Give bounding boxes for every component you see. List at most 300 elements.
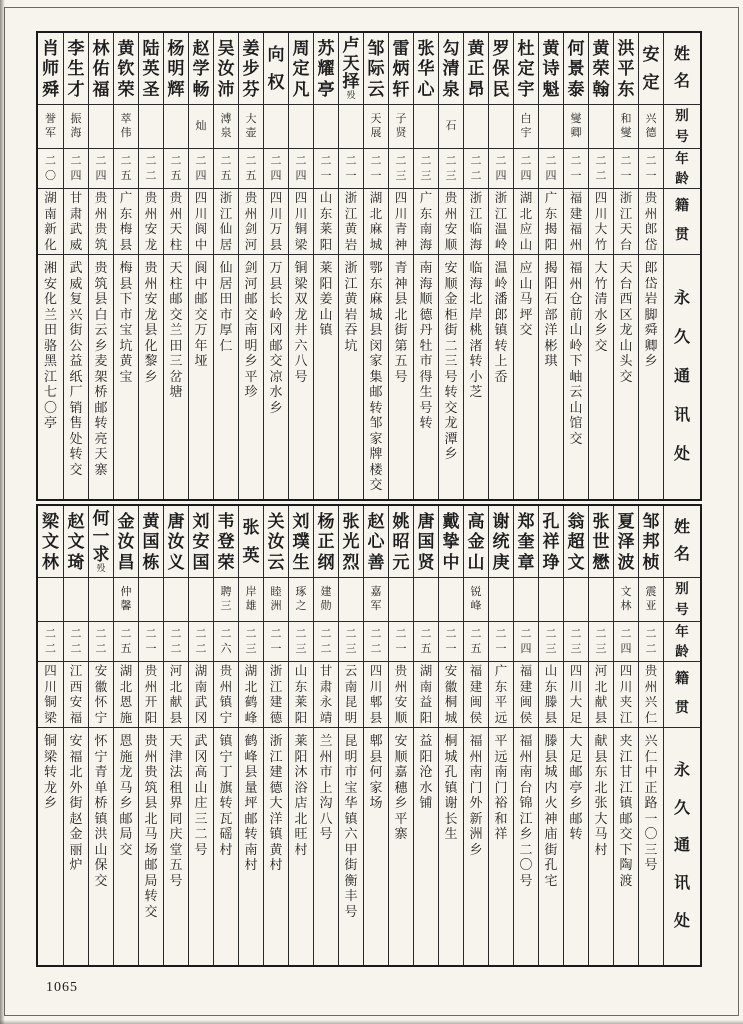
- person-address: 莱 阳 姜 山 镇: [319, 260, 333, 337]
- person-age: 二 一: [639, 149, 663, 189]
- person-column: [538, 33, 563, 499]
- person-address: 贵 筑 县 白 云 乡 麦 架 桥 邮 转 亮 天 寨: [94, 260, 108, 477]
- person-alias: [539, 105, 563, 149]
- person-alias: 建 勋: [314, 578, 338, 622]
- person-age: 二 二: [64, 622, 88, 662]
- person-alias: 仲 馨: [114, 578, 138, 622]
- person-name: 黄 荣 翰: [589, 33, 613, 105]
- person-native-place: 贵 州 安 龙: [139, 189, 163, 255]
- person-column: [563, 33, 588, 499]
- person-alias: 嘉 军: [364, 578, 388, 622]
- column-header-age: 年 龄: [664, 149, 700, 189]
- person-name: 高 金 山: [464, 506, 488, 578]
- person-name: 苏 耀 亭: [314, 33, 338, 105]
- person-age: 二 一: [439, 622, 463, 662]
- person-native-place: 浙 江 黄 岩: [339, 189, 363, 255]
- person-column: [163, 33, 188, 499]
- person-address: 梅 县 下 市 宝 坑 黄 宝: [119, 260, 133, 384]
- person-name: 肖 师 舜: [38, 33, 63, 105]
- person-native-place: 江 西 安 福: [64, 662, 88, 728]
- person-age: 二 三: [414, 149, 438, 189]
- person-column: [513, 33, 538, 499]
- person-name: 李 生 才: [64, 33, 88, 105]
- person-native-place: 四 川 万 县: [264, 189, 288, 255]
- person-age: 二 四: [189, 149, 213, 189]
- person-column: [213, 33, 238, 499]
- person-column: [238, 33, 263, 499]
- person-age: 二 一: [339, 149, 363, 189]
- person-age: 二 四: [489, 149, 513, 189]
- person-name: 林 佑 福: [89, 33, 113, 105]
- person-column: [488, 506, 513, 965]
- person-address: 献 县 东 北 张 大 马 村: [594, 733, 608, 857]
- person-age: 二 四: [514, 622, 538, 662]
- column-header-name: 姓 名: [664, 33, 700, 105]
- person-native-place: 贵 州 镇 宁: [214, 662, 238, 728]
- person-alias: 睦 洲: [264, 578, 288, 622]
- person-native-place: 甘 肃 永 靖: [314, 662, 338, 728]
- person-name: 邹 邦 桢: [639, 506, 663, 578]
- person-native-place: 甘 肃 武 威: [64, 189, 88, 255]
- person-native-place: 湖 北 应 山: [514, 189, 538, 255]
- person-alias: 锐 峰: [464, 578, 488, 622]
- person-name: 唐 国 贤: [414, 506, 438, 578]
- person-address: 青 神 县 北 街 第 五 号: [394, 260, 408, 384]
- person-age: 二 〇: [38, 149, 63, 189]
- person-alias: 天 展: [364, 105, 388, 149]
- person-age: 二 二: [189, 622, 213, 662]
- person-address: 剑 河 邮 交 南 明 乡 平 珍: [244, 260, 258, 399]
- person-native-place: 湖 北 鹤 峰: [239, 662, 263, 728]
- person-address: 安 福 北 外 街 赵 金 丽 炉: [69, 733, 83, 872]
- person-age: 二 四: [89, 149, 113, 189]
- person-address: 湘 安 化 兰 田 骆 黑 江 七 〇 亭: [43, 260, 57, 430]
- column-header-age: 年 龄: [664, 622, 700, 662]
- person-native-place: 福 建 福 州: [564, 189, 588, 255]
- person-name: 刘 璞 生: [289, 506, 313, 578]
- person-age: 二 五: [464, 622, 488, 662]
- person-column: [488, 33, 513, 499]
- person-name: 吴 汝 沛: [214, 33, 238, 105]
- person-address: 仙 居 田 市 厚 仁: [219, 260, 233, 353]
- person-alias: 聘 三: [214, 578, 238, 622]
- person-address: 鹤 峰 县 量 坪 邮 转 南 村: [244, 733, 258, 872]
- person-address: 益 阳 沧 水 铺: [419, 733, 433, 810]
- person-age: 二 二: [89, 622, 113, 662]
- person-native-place: 四 川 阆 中: [189, 189, 213, 255]
- scan-edge-shadow-bottom: [0, 1020, 743, 1024]
- person-native-place: 河 北 献 县: [589, 662, 613, 728]
- person-age: 二 二: [314, 622, 338, 662]
- person-age: 二 五: [239, 149, 263, 189]
- person-address: 桐 城 孔 镇 谢 长 生: [444, 733, 458, 841]
- person-alias: 燮 卿: [564, 105, 588, 149]
- person-name: 金 汝 昌: [114, 506, 138, 578]
- person-name: 张 世 懋: [589, 506, 613, 578]
- person-age: 二 五: [164, 149, 188, 189]
- person-name: 周 定 凡: [289, 33, 313, 105]
- person-address: 滕 县 城 内 火 神 庙 街 孔 宅: [544, 733, 558, 888]
- person-alias: [139, 578, 163, 622]
- person-name: 安 定: [639, 33, 663, 105]
- person-column: [388, 33, 413, 499]
- person-address: 兰 州 市 上 沟 八 号: [319, 733, 333, 841]
- column-header-native-place: 籍 贯: [664, 662, 700, 728]
- page-number: 1065: [46, 980, 78, 995]
- person-age: 二 一: [264, 622, 288, 662]
- person-age: 二 三: [589, 622, 613, 662]
- person-name: 罗 保 民: [489, 33, 513, 105]
- row-header-column: [663, 506, 700, 965]
- directory-table-top: [36, 31, 702, 501]
- person-alias: 萃 伟: [114, 105, 138, 149]
- person-name: 孔 祥 琤: [539, 506, 563, 578]
- person-alias: [489, 105, 513, 149]
- person-column: [513, 506, 538, 965]
- person-column: [63, 506, 88, 965]
- person-address: 天 柱 邮 交 兰 田 三 岔 塘: [169, 260, 183, 399]
- person-column: [238, 506, 263, 965]
- person-age: 二 四: [289, 149, 313, 189]
- person-name: 洪 平 东: [614, 33, 638, 105]
- person-name: 杨 正 纲: [314, 506, 338, 578]
- person-alias: [439, 578, 463, 622]
- person-address: 福 州 南 门 外 新 洲 乡: [469, 733, 483, 857]
- person-name: 张 华 心: [414, 33, 438, 105]
- person-alias: [339, 578, 363, 622]
- person-name: 黄 钦 荣: [114, 33, 138, 105]
- person-column: [88, 33, 113, 499]
- person-native-place: 湖 北 麻 城: [364, 189, 388, 255]
- person-address: 贵 州 贵 筑 县 北 马 场 邮 局 转 交: [144, 733, 158, 919]
- person-column: [338, 506, 363, 965]
- person-native-place: 福 建 闽 侯: [514, 662, 538, 728]
- person-address: 贵 州 安 龙 县 化 黎 乡: [144, 260, 158, 384]
- person-column: [138, 506, 163, 965]
- person-alias: 誉 军: [38, 105, 63, 149]
- person-age: 二 五: [114, 622, 138, 662]
- column-header-native-place: 籍 贯: [664, 189, 700, 255]
- person-native-place: 山 东 滕 县: [539, 662, 563, 728]
- person-address: 郫 县 何 家 场: [369, 733, 383, 810]
- person-column: [638, 33, 663, 499]
- person-alias: [539, 578, 563, 622]
- person-column: [613, 506, 638, 965]
- person-name: 陆 英 圣: [139, 33, 163, 105]
- person-age: 二 一: [489, 622, 513, 662]
- person-age: 二 二: [164, 622, 188, 662]
- person-name: 杜 定 宇: [514, 33, 538, 105]
- person-name: 夏 泽 波: [614, 506, 638, 578]
- person-address: 铜 梁 双 龙 井 六 八 号: [294, 260, 308, 384]
- person-name: 韦 登 荣: [214, 506, 238, 578]
- person-column: [63, 33, 88, 499]
- person-column: [188, 506, 213, 965]
- person-age: 二 一: [614, 149, 638, 189]
- person-name: 郑 奎 章: [514, 506, 538, 578]
- person-native-place: 浙 江 建 德: [264, 662, 288, 728]
- person-name: 翁 超 文: [564, 506, 588, 578]
- person-alias: 子 贤: [389, 105, 413, 149]
- person-native-place: 湖 北 恩 施: [114, 662, 138, 728]
- person-age: 二 二: [464, 149, 488, 189]
- person-name: 张 英: [239, 506, 263, 578]
- person-native-place: 山 东 莱 阳: [289, 662, 313, 728]
- person-column: [313, 33, 338, 499]
- person-age: 二 三: [289, 622, 313, 662]
- person-alias: [139, 105, 163, 149]
- person-column: [288, 506, 313, 965]
- person-native-place: 湖 南 新 化: [38, 189, 63, 255]
- person-address: 武 冈 高 山 庄 三 二 号: [194, 733, 208, 857]
- person-column: [588, 33, 613, 499]
- person-address: 温 岭 潘 郎 镇 转 上 岙: [494, 260, 508, 384]
- person-native-place: 四 川 郫 县: [364, 662, 388, 728]
- person-alias: 文 林: [614, 578, 638, 622]
- person-column: [363, 506, 388, 965]
- person-column: [213, 506, 238, 965]
- person-native-place: 云 南 昆 明: [339, 662, 363, 728]
- column-header-alias: 别 号: [664, 105, 700, 149]
- person-column: [338, 33, 363, 499]
- person-column: [113, 506, 138, 965]
- person-alias: 兴 德: [639, 105, 663, 149]
- person-name: 向 权: [264, 33, 288, 105]
- person-native-place: 广 东 南 海: [414, 189, 438, 255]
- person-address: 铜 梁 转 龙 乡: [43, 733, 57, 810]
- person-native-place: 浙 江 温 岭: [489, 189, 513, 255]
- person-native-place: 贵 州 剑 河: [239, 189, 263, 255]
- person-alias: [264, 105, 288, 149]
- person-column: [38, 33, 63, 499]
- person-name: 张 光 烈: [339, 506, 363, 578]
- person-name: 戴 挚 中: [439, 506, 463, 578]
- person-age: 二 三: [389, 149, 413, 189]
- person-address: 浙 江 黄 岩 吞 坑: [344, 260, 358, 353]
- deceased-mark: 殁: [346, 90, 356, 100]
- person-native-place: 安 徽 怀 宁: [89, 662, 113, 728]
- person-address: 夹 江 甘 江 镇 邮 交 下 陶 渡: [619, 733, 633, 888]
- person-native-place: 贵 州 兴 仁: [639, 662, 663, 728]
- person-address: 福 州 南 台 锦 江 乡 二 〇 号: [519, 733, 533, 888]
- person-column: [38, 506, 63, 965]
- person-native-place: 浙 江 天 台: [614, 189, 638, 255]
- person-age: 二 一: [564, 149, 588, 189]
- person-native-place: 湖 南 武 冈: [189, 662, 213, 728]
- person-column: [363, 33, 388, 499]
- person-address: 南 海 顺 德 丹 牡 市 得 生 号 转: [419, 260, 433, 430]
- person-age: 二 二: [589, 149, 613, 189]
- person-alias: [38, 578, 63, 622]
- person-native-place: 浙 江 临 海: [464, 189, 488, 255]
- person-alias: [589, 578, 613, 622]
- person-column: [563, 506, 588, 965]
- person-column: [538, 506, 563, 965]
- person-alias: 震 亚: [639, 578, 663, 622]
- person-column: [463, 506, 488, 965]
- person-alias: [389, 578, 413, 622]
- person-address: 怀 宁 青 单 桥 镇 洪 山 保 交: [94, 733, 108, 888]
- person-name: 黄 正 昂: [464, 33, 488, 105]
- person-name: 黄 国 栋: [139, 506, 163, 578]
- person-alias: [489, 578, 513, 622]
- person-address: 万 县 长 岭 冈 邮 交 凉 水 乡: [269, 260, 283, 415]
- person-native-place: 浙 江 仙 居: [214, 189, 238, 255]
- person-name: 谢 统 庚: [489, 506, 513, 578]
- person-native-place: 湖 南 益 阳: [414, 662, 438, 728]
- person-name: 唐 汝 义: [164, 506, 188, 578]
- person-name: 杨 明 辉: [164, 33, 188, 105]
- person-column: [163, 506, 188, 965]
- person-alias: [289, 105, 313, 149]
- person-native-place: 贵 州 郎 岱: [639, 189, 663, 255]
- person-age: 二 一: [314, 149, 338, 189]
- person-alias: 灿: [189, 105, 213, 149]
- deceased-mark: 殁: [96, 563, 106, 573]
- person-address: 安 顺 嘉 穗 乡 平 寨: [394, 733, 408, 841]
- person-name: 何 一 求 殁: [89, 506, 113, 578]
- person-alias: [189, 578, 213, 622]
- person-name: 赵 学 畅: [189, 33, 213, 105]
- person-address: 天 台 西 区 龙 山 头 交: [619, 260, 633, 384]
- person-native-place: 四 川 大 竹: [589, 189, 613, 255]
- person-name: 何 景 泰: [564, 33, 588, 105]
- person-alias: [464, 105, 488, 149]
- person-address: 武 威 复 兴 街 公 益 纸 厂 销 售 处 转 交: [69, 260, 83, 477]
- person-age: 二 二: [139, 149, 163, 189]
- person-name: 赵 心 善: [364, 506, 388, 578]
- person-name: 黄 诗 魁: [539, 33, 563, 105]
- person-address: 揭 阳 石 部 洋 彬 琪: [544, 260, 558, 368]
- person-address: 郎 岱 岩 脚 舜 卿 乡: [644, 260, 658, 368]
- column-header-alias: 别 号: [664, 578, 700, 622]
- person-address: 福 州 仓 前 山 岭 下 岫 云 山 馆 交: [569, 260, 583, 446]
- person-address: 镇 宁 丁 旗 转 瓦 磘 村: [219, 733, 233, 857]
- person-native-place: 安 徽 桐 城: [439, 662, 463, 728]
- person-age: 二 三: [539, 622, 563, 662]
- person-column: [388, 506, 413, 965]
- person-column: [263, 33, 288, 499]
- person-native-place: 贵 州 开 阳: [139, 662, 163, 728]
- person-native-place: 四 川 青 神: [389, 189, 413, 255]
- person-address: 昆 明 市 宝 华 镇 六 甲 街 衡 丰 号: [344, 733, 358, 919]
- row-header-column: [663, 33, 700, 499]
- person-age: 二 四: [614, 622, 638, 662]
- person-column: [438, 506, 463, 965]
- person-native-place: 四 川 铜 梁: [38, 662, 63, 728]
- person-native-place: 贵 州 天 柱: [164, 189, 188, 255]
- person-column: [413, 506, 438, 965]
- person-address: 平 远 南 门 裕 和 祥: [494, 733, 508, 841]
- person-native-place: 四 川 铜 梁: [289, 189, 313, 255]
- person-address: 大 足 邮 亭 乡 邮 转: [569, 733, 583, 841]
- person-address: 天 津 法 租 界 同 庆 堂 五 号: [169, 733, 183, 888]
- person-alias: 岸 雄: [239, 578, 263, 622]
- person-address: 阆 中 邮 交 万 年 垭: [194, 260, 208, 368]
- person-alias: [414, 578, 438, 622]
- person-name: 赵 文 琦: [64, 506, 88, 578]
- person-native-place: 四 川 夹 江: [614, 662, 638, 728]
- person-native-place: 广 东 梅 县: [114, 189, 138, 255]
- person-alias: [514, 578, 538, 622]
- person-name: 卢 天 择 殁: [339, 33, 363, 105]
- person-age: 二 一: [139, 622, 163, 662]
- directory-table-bottom: [36, 504, 702, 967]
- person-alias: 和 燮: [614, 105, 638, 149]
- person-age: 二 二: [38, 622, 63, 662]
- column-header-name: 姓 名: [664, 506, 700, 578]
- person-column: [613, 33, 638, 499]
- person-column: [638, 506, 663, 965]
- person-alias: 振 海: [64, 105, 88, 149]
- person-name: 邹 际 云: [364, 33, 388, 105]
- person-column: [463, 33, 488, 499]
- person-alias: [164, 105, 188, 149]
- person-address: 安 顺 金 柜 街 二 三 号 转 交 龙 潭 乡: [444, 260, 458, 461]
- person-column: [438, 33, 463, 499]
- person-age: 二 五: [114, 149, 138, 189]
- person-alias: [89, 578, 113, 622]
- person-alias: [564, 578, 588, 622]
- person-native-place: 贵 州 安 顺: [389, 662, 413, 728]
- person-address: 鄂 东 麻 城 县 闵 家 集 邮 转 邹 家 牌 楼 交: [369, 260, 383, 492]
- person-column: [188, 33, 213, 499]
- person-name: 雷 炳 轩: [389, 33, 413, 105]
- person-alias: 白 宇: [514, 105, 538, 149]
- person-column: [413, 33, 438, 499]
- person-age: 二 三: [439, 149, 463, 189]
- person-native-place: 四 川 大 足: [564, 662, 588, 728]
- person-address: 兴 仁 中 正 路 一 〇 三 号: [644, 733, 658, 872]
- person-age: 二 三: [339, 622, 363, 662]
- person-address: 莱 阳 沐 浴 店 北 旺 村: [294, 733, 308, 857]
- person-name: 姚 昭 元: [389, 506, 413, 578]
- person-age: 二 六: [214, 622, 238, 662]
- person-name: 勾 清 泉: [439, 33, 463, 105]
- person-alias: 溥 泉: [214, 105, 238, 149]
- person-alias: [339, 105, 363, 149]
- person-age: 二 一: [364, 149, 388, 189]
- person-native-place: 贵 州 安 顺: [439, 189, 463, 255]
- person-column: [263, 506, 288, 965]
- person-age: 二 四: [264, 149, 288, 189]
- person-native-place: 贵 州 贵 筑: [89, 189, 113, 255]
- column-header-address: 永 久 通 讯 处: [673, 290, 690, 463]
- person-column: [588, 506, 613, 965]
- person-name: 刘 安 国: [189, 506, 213, 578]
- person-column: [138, 33, 163, 499]
- person-alias: [589, 105, 613, 149]
- person-age: 二 四: [539, 149, 563, 189]
- person-alias: 大 壶: [239, 105, 263, 149]
- person-alias: 石: [439, 105, 463, 149]
- person-native-place: 广 东 平 远: [489, 662, 513, 728]
- person-address: 临 海 北 岸 桃 渚 转 小 芝: [469, 260, 483, 399]
- person-age: 二 四: [514, 149, 538, 189]
- person-address: 浙 江 建 德 大 洋 镇 黄 村: [269, 733, 283, 872]
- person-native-place: 广 东 揭 阳: [539, 189, 563, 255]
- person-alias: 琢 之: [289, 578, 313, 622]
- person-age: 二 三: [564, 622, 588, 662]
- person-native-place: 福 建 闽 侯: [464, 662, 488, 728]
- person-name: 关 汝 云: [264, 506, 288, 578]
- person-age: 二 二: [639, 622, 663, 662]
- person-age: 二 五: [214, 149, 238, 189]
- person-address: 大 竹 清 水 乡 交: [594, 260, 608, 353]
- person-alias: [314, 105, 338, 149]
- scan-edge-shadow: [0, 0, 5, 1024]
- person-native-place: 山 东 莱 阳: [314, 189, 338, 255]
